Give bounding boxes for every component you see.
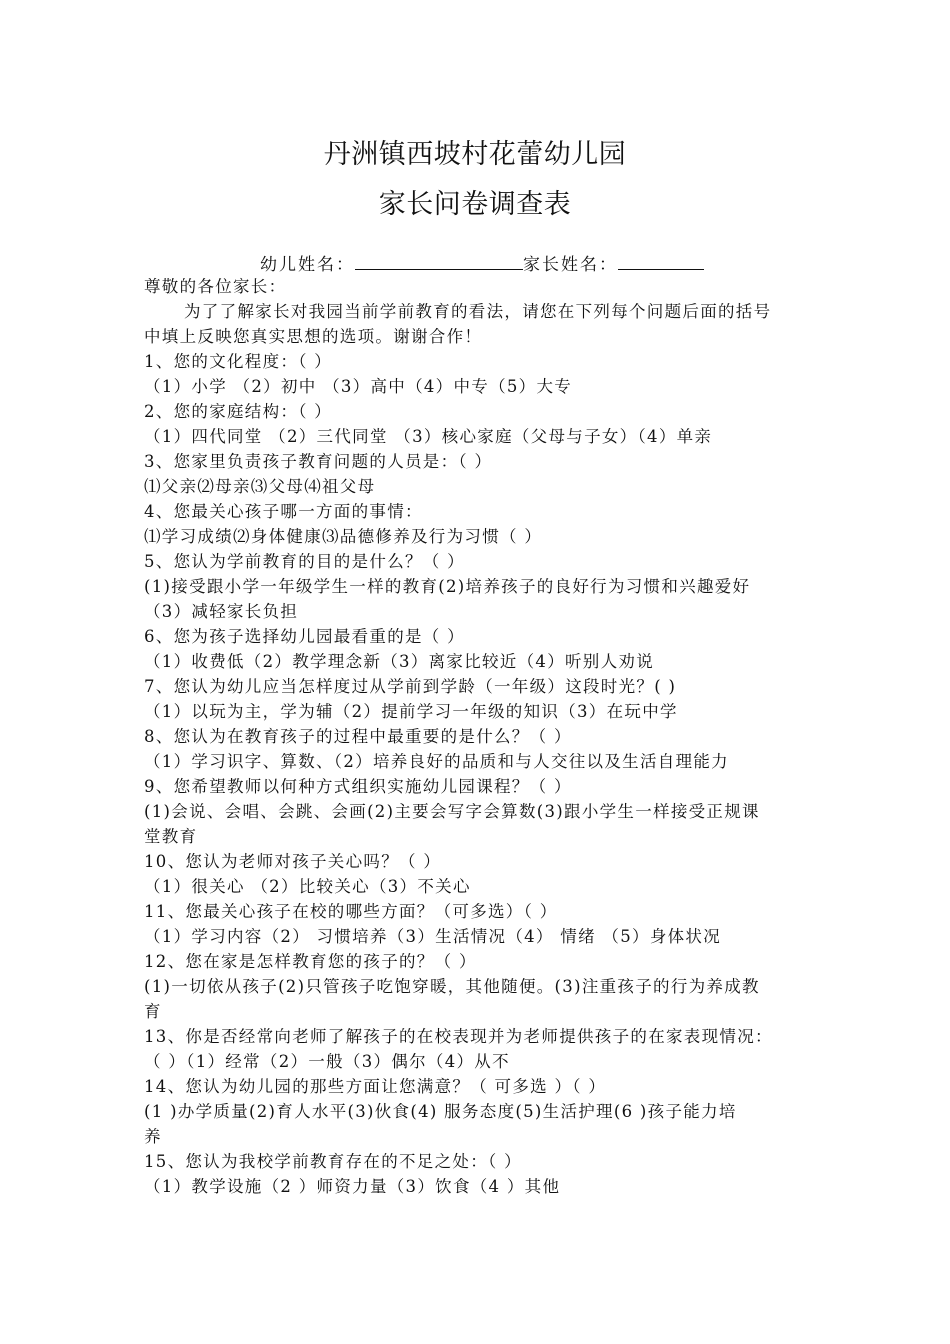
questionnaire-body xyxy=(144,274,814,1199)
question-line: 13、你是否经常向老师了解孩子的在校表现并为老师提供孩子的在家表现情况： xyxy=(144,1027,773,1046)
child-name-label: 幼儿姓名： xyxy=(260,255,355,275)
question-line: （ ）（1）经常（2）一般（3）偶尔（4）从不 xyxy=(144,1052,510,1071)
question-line: 3、您家里负责孩子教育问题的人员是：（ ） xyxy=(144,452,493,471)
intro-line: 为了了解家长对我园当前学前教育的看法，请您在下列每个问题后面的括号 xyxy=(184,302,772,321)
question-line: 2、您的家庭结构：（ ） xyxy=(144,402,333,421)
question-line: （1）以玩为主，学为辅（2）提前学习一年级的知识（3）在玩中学 xyxy=(144,702,678,721)
parent-name-blank[interactable] xyxy=(618,252,704,270)
question-line: 5、您认为学前教育的目的是什么？（ ） xyxy=(144,552,465,571)
question-line: （1）收费低（2）教学理念新（3）离家比较近（4）听别人劝说 xyxy=(144,652,654,671)
question-line: 11、您最关心孩子在校的哪些方面？（可多选）（ ） xyxy=(144,902,558,921)
kindergarten-title: 丹洲镇西坡村花蕾幼儿园 xyxy=(323,139,627,170)
question-line: （1）四代同堂 （2）三代同堂 （3）核心家庭（父母与子女）（4）单亲 xyxy=(144,427,713,446)
question-line: （1）教学设施（2 ）师资力量（3）饮食（4 ）其他 xyxy=(144,1177,561,1196)
greeting: 尊敬的各位家长： xyxy=(144,277,287,296)
question-line: （1）学习识字、算数、（2）培养良好的品质和与人交往以及生活自理能力 xyxy=(144,752,729,771)
question-line: 堂教育 xyxy=(144,827,198,846)
question-line: 6、您为孩子选择幼儿园最看重的是（ ） xyxy=(144,627,465,646)
child-name-blank[interactable] xyxy=(355,252,523,270)
intro-line: 中填上反映您真实思想的选项。谢谢合作！ xyxy=(144,327,483,346)
question-line: 养 xyxy=(144,1127,162,1146)
question-line: ⑴父亲⑵母亲⑶父母⑷祖父母 xyxy=(144,477,376,496)
question-line: （3）减轻家长负担 xyxy=(144,602,299,621)
question-line: ⑴学习成绩⑵身体健康⑶品德修养及行为习惯（ ） xyxy=(144,527,543,546)
question-line: 4、您最关心孩子哪一方面的事情： xyxy=(144,502,423,521)
parent-name-label: 家长姓名： xyxy=(523,255,618,275)
survey-title: 家长问卷调查表 xyxy=(378,189,572,220)
question-line: 8、您认为在教育孩子的过程中最重要的是什么？（ ） xyxy=(144,727,572,746)
question-line: (1)一切依从孩子(2)只管孩子吃饱穿暖，其他随便。(3)注重孩子的行为养成教 xyxy=(144,977,760,996)
name-fields-line xyxy=(260,250,704,275)
question-line: 育 xyxy=(144,1002,162,1021)
question-line: 1、您的文化程度：（ ） xyxy=(144,352,333,371)
question-line: (1)接受跟小学一年级学生一样的教育(2)培养孩子的良好行为习惯和兴趣爱好 xyxy=(144,577,751,596)
question-line: 7、您认为幼儿应当怎样度过从学前到学龄（一年级）这段时光？( ) xyxy=(144,677,677,696)
question-line: 15、您认为我校学前教育存在的不足之处：（ ） xyxy=(144,1152,522,1171)
question-line: 10、您认为老师对孩子关心吗？（ ） xyxy=(144,852,442,871)
question-line: 12、您在家是怎样教育您的孩子的？（ ） xyxy=(144,952,477,971)
question-line: （1）小学 （2）初中 （3）高中（4）中专（5）大专 xyxy=(144,377,573,396)
question-line: （1）很关心 （2）比较关心（3）不关心 xyxy=(144,877,471,896)
question-line: (1 )办学质量(2)育人水平(3)伙食(4) 服务态度(5)生活护理(6 )孩子能力培 xyxy=(144,1102,737,1121)
question-line: (1)会说、会唱、会跳、会画(2)主要会写字会算数(3)跟小学生一样接受正规课 xyxy=(144,802,760,821)
question-line: 14、您认为幼儿园的那些方面让您满意？（ 可多选 ）（ ） xyxy=(144,1077,607,1096)
question-line: 9、您希望教师以何种方式组织实施幼儿园课程？（ ） xyxy=(144,777,572,796)
question-line: （1）学习内容（2） 习惯培养（3）生活情况（4） 情绪 （5）身体状况 xyxy=(144,927,722,946)
